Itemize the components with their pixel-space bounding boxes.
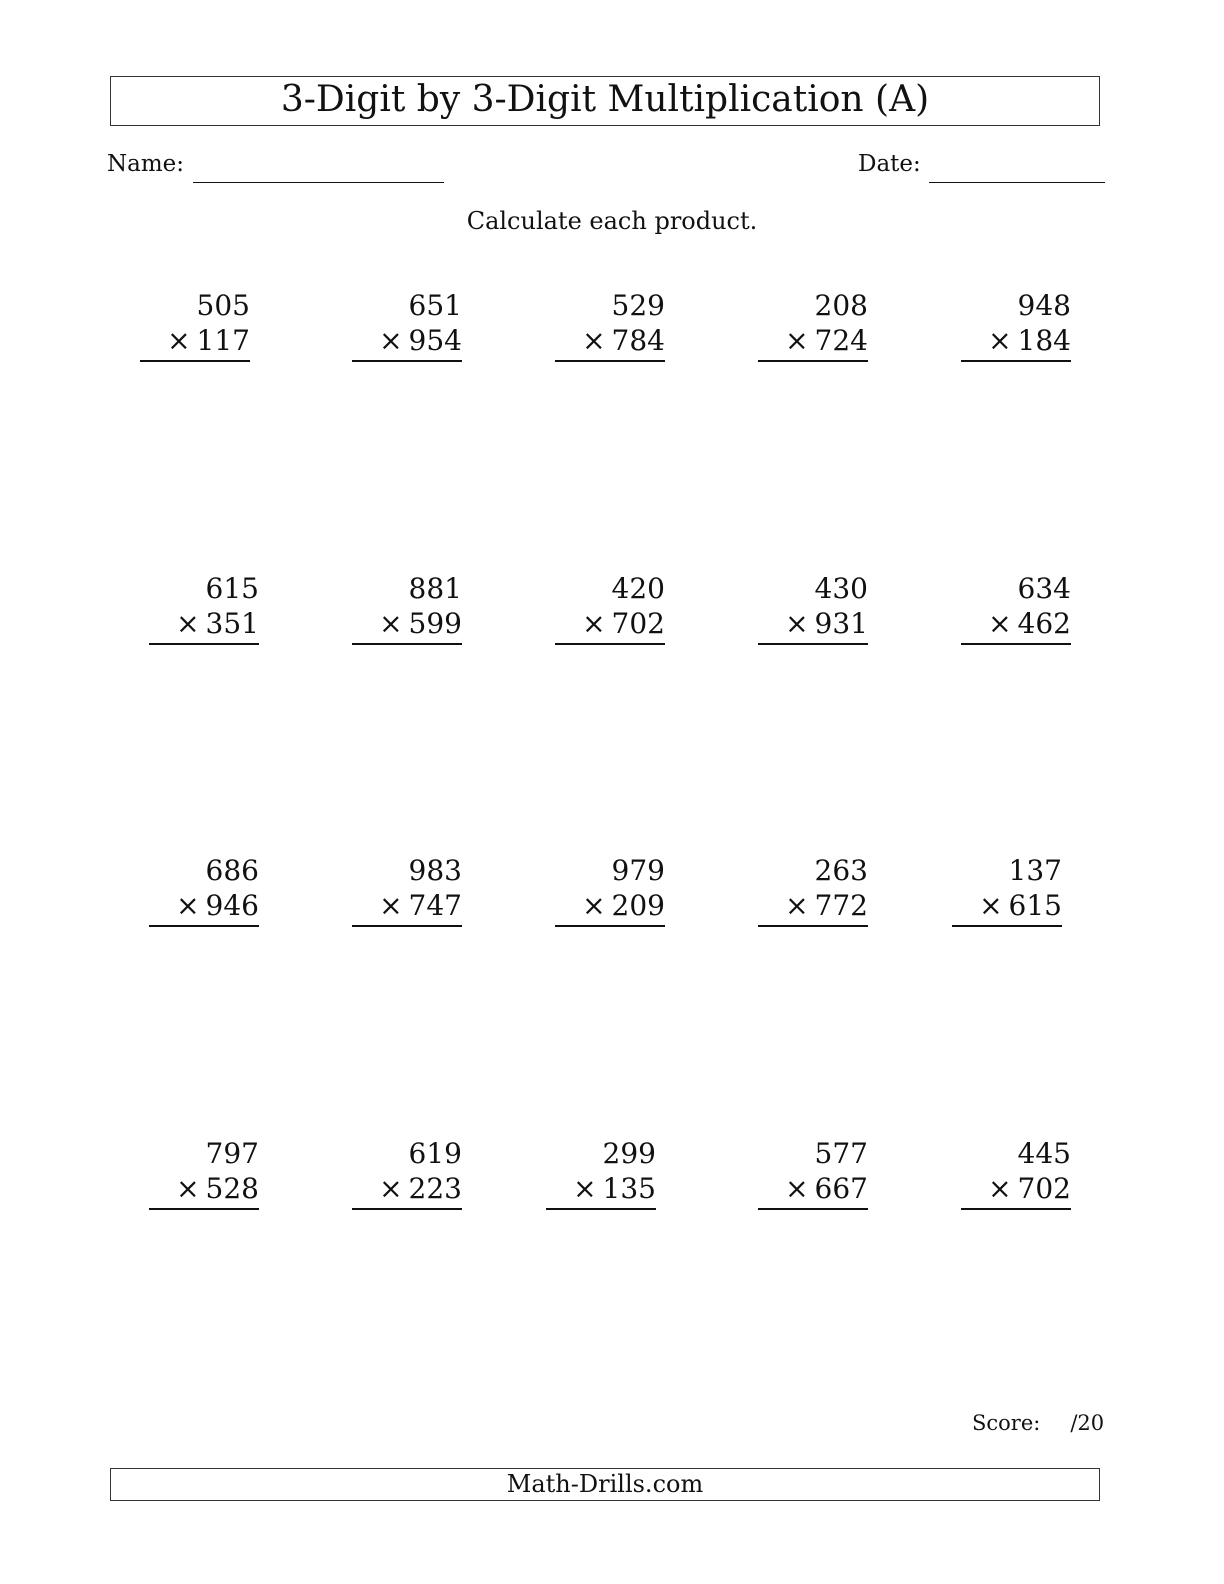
problem-multiplier-row	[961, 606, 1071, 645]
problem-multiplier-row	[758, 323, 868, 362]
problem-multiplier: 747	[408, 889, 462, 922]
footer-site-name: Math-Drills.com	[110, 1468, 1100, 1501]
multiply-sign-icon: ×	[573, 1172, 597, 1205]
problem-multiplier: 946	[205, 889, 259, 922]
date-label: Date:	[858, 151, 921, 177]
problem-multiplier: 351	[205, 607, 259, 640]
problem-multiplier-row	[352, 323, 462, 362]
problem-12	[352, 853, 462, 927]
problem-multiplier-row	[352, 1171, 462, 1210]
problem-multiplicand: 445	[1017, 1137, 1071, 1170]
problem-multiplicand: 797	[205, 1137, 259, 1170]
score-area	[972, 1410, 1104, 1436]
multiply-sign-icon: ×	[167, 324, 191, 357]
problem-multiplier: 615	[1008, 889, 1062, 922]
problem-multiplicand: 299	[602, 1137, 656, 1170]
problem-multiplicand: 615	[205, 572, 259, 605]
problem-multiplier-row	[952, 888, 1062, 927]
problem-multiplicand: 983	[408, 854, 462, 887]
problem-multiplier-row	[352, 888, 462, 927]
problem-multiplier: 954	[408, 324, 462, 357]
multiply-sign-icon: ×	[582, 607, 606, 640]
multiply-sign-icon: ×	[379, 607, 403, 640]
multiply-sign-icon: ×	[988, 1172, 1012, 1205]
problem-18	[546, 1136, 656, 1210]
name-label: Name:	[107, 151, 185, 177]
problem-8	[555, 571, 665, 645]
problem-multiplicand: 651	[408, 289, 462, 322]
instructions: Calculate each product.	[466, 207, 758, 235]
problem-17	[352, 1136, 462, 1210]
multiply-sign-icon: ×	[979, 889, 1003, 922]
problem-multiplicand: 208	[814, 289, 868, 322]
problem-15	[952, 853, 1062, 927]
multiply-sign-icon: ×	[582, 324, 606, 357]
problem-multiplicand: 137	[1008, 854, 1062, 887]
problem-20	[961, 1136, 1071, 1210]
problem-multiplier: 784	[611, 324, 665, 357]
problem-multiplier-row	[140, 323, 250, 362]
problem-11	[149, 853, 259, 927]
problem-16	[149, 1136, 259, 1210]
problem-6	[149, 571, 259, 645]
problem-multiplicand: 529	[611, 289, 665, 322]
multiply-sign-icon: ×	[176, 607, 200, 640]
problem-multiplicand: 979	[611, 854, 665, 887]
problem-19	[758, 1136, 868, 1210]
multiply-sign-icon: ×	[176, 889, 200, 922]
multiply-sign-icon: ×	[379, 324, 403, 357]
multiply-sign-icon: ×	[379, 1172, 403, 1205]
multiply-sign-icon: ×	[988, 324, 1012, 357]
problem-multiplier: 772	[814, 889, 868, 922]
problem-9	[758, 571, 868, 645]
problem-multiplier: 223	[408, 1172, 462, 1205]
multiply-sign-icon: ×	[785, 324, 809, 357]
problem-multiplier-row	[555, 888, 665, 927]
multiply-sign-icon: ×	[379, 889, 403, 922]
problem-2	[352, 288, 462, 362]
problem-multiplier-row	[758, 1171, 868, 1210]
problem-multiplier: 702	[1017, 1172, 1071, 1205]
multiply-sign-icon: ×	[785, 889, 809, 922]
problem-multiplier: 931	[814, 607, 868, 640]
problem-13	[555, 853, 665, 927]
problem-multiplier-row	[555, 323, 665, 362]
problem-7	[352, 571, 462, 645]
problem-multiplier-row	[555, 606, 665, 645]
problem-multiplier-row	[961, 323, 1071, 362]
problem-multiplier: 184	[1017, 324, 1071, 357]
problem-multiplier-row	[149, 606, 259, 645]
problem-multiplier: 667	[814, 1172, 868, 1205]
score-label: Score:	[972, 1411, 1041, 1435]
problem-multiplicand: 881	[408, 572, 462, 605]
problem-multiplicand: 263	[814, 854, 868, 887]
problem-multiplier-row	[546, 1171, 656, 1210]
problem-5	[961, 288, 1071, 362]
problem-3	[555, 288, 665, 362]
multiply-sign-icon: ×	[785, 607, 809, 640]
problem-1	[140, 288, 250, 362]
problem-multiplier-row	[758, 888, 868, 927]
problem-multiplicand: 505	[196, 289, 250, 322]
problem-multiplicand: 686	[205, 854, 259, 887]
name-blank-line[interactable]	[193, 182, 444, 183]
multiply-sign-icon: ×	[582, 889, 606, 922]
problem-multiplicand: 430	[814, 572, 868, 605]
problem-multiplier: 462	[1017, 607, 1071, 640]
problem-multiplier-row	[352, 606, 462, 645]
problem-multiplier-row	[149, 1171, 259, 1210]
problem-multiplicand: 634	[1017, 572, 1071, 605]
problem-multiplier: 724	[814, 324, 868, 357]
problem-multiplicand: 948	[1017, 289, 1071, 322]
multiply-sign-icon: ×	[785, 1172, 809, 1205]
problem-multiplicand: 420	[611, 572, 665, 605]
problem-multiplicand: 577	[814, 1137, 868, 1170]
problem-10	[961, 571, 1071, 645]
problem-multiplier-row	[758, 606, 868, 645]
problem-multiplier: 209	[611, 889, 665, 922]
problem-multiplicand: 619	[408, 1137, 462, 1170]
multiply-sign-icon: ×	[176, 1172, 200, 1205]
problem-multiplier: 117	[196, 324, 250, 357]
problem-multiplier-row	[149, 888, 259, 927]
problem-multiplier: 135	[602, 1172, 656, 1205]
problem-4	[758, 288, 868, 362]
date-blank-line[interactable]	[929, 182, 1105, 183]
multiply-sign-icon: ×	[988, 607, 1012, 640]
problem-14	[758, 853, 868, 927]
problem-multiplier: 599	[408, 607, 462, 640]
problem-multiplier: 528	[205, 1172, 259, 1205]
score-total: /20	[1070, 1411, 1105, 1435]
worksheet-title: 3-Digit by 3-Digit Multiplication (A)	[110, 76, 1100, 126]
problem-multiplier-row	[961, 1171, 1071, 1210]
problem-multiplier: 702	[611, 607, 665, 640]
